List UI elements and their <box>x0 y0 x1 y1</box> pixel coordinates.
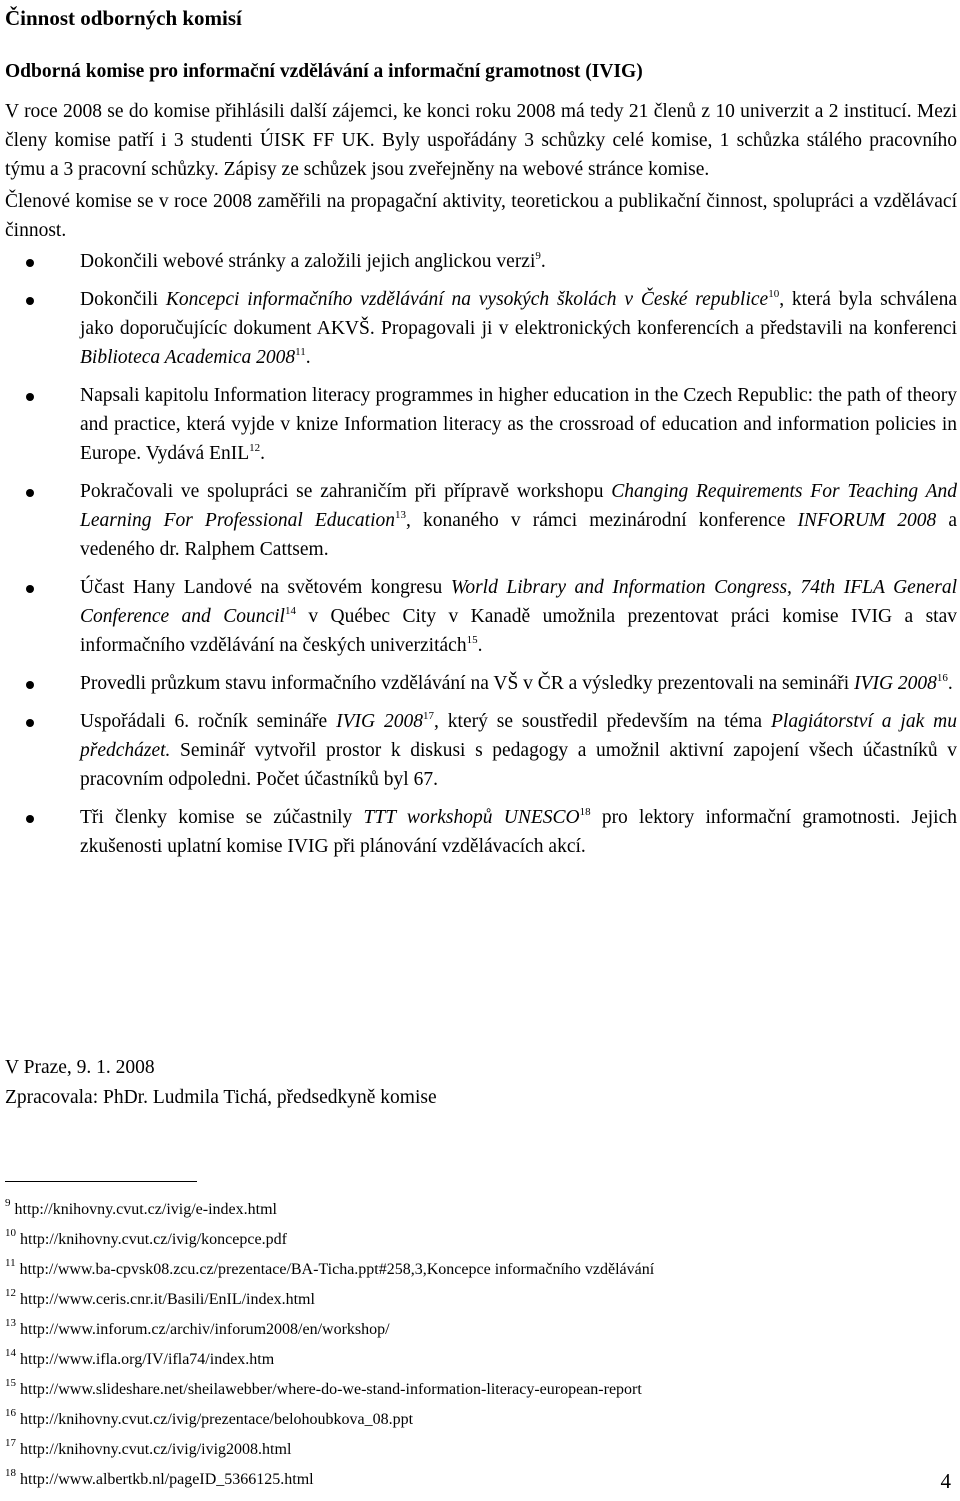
page-title: Činnost odborných komisí <box>5 6 242 30</box>
footnote-number: 17 <box>5 1437 16 1449</box>
list-item: Provedli průzkum stavu informačního vzdělávání na VŠ v ČR a výsledky prezentovali na semináři IVIG 2008$^{16}$. <box>5 669 957 698</box>
list-item: Dokončili webové stránky a založili jejich anglickou verzi$^9$. <box>5 247 957 276</box>
footnote-number: 15 <box>5 1377 16 1389</box>
footnote-number: 16 <box>5 1407 16 1419</box>
list-item: Napsali kapitolu Information literacy programmes in higher education in the Czech Republic: the path of theory and practice, která vyjde v knize Information literacy as the crossroad of education and information policies in Europe. Vydává EnIL$^{12}$. <box>5 381 957 468</box>
footnote-item <box>5 1199 957 1229</box>
footnote-ref[interactable]: 13 <box>395 509 407 521</box>
footnote-ref[interactable]: 11 <box>295 346 306 358</box>
footnote-item <box>5 1469 957 1499</box>
footnote-link[interactable]: http://www.albertkb.nl/pageID_5366125.html <box>20 1471 314 1488</box>
footnote-number: 9 <box>5 1197 11 1209</box>
bullet-icon <box>26 297 34 305</box>
footnote-number: 14 <box>5 1347 16 1359</box>
footnote-number: 18 <box>5 1467 16 1479</box>
footnote-ref[interactable]: 16 <box>936 672 948 684</box>
footnote-item <box>5 1229 957 1259</box>
list-item: Uspořádali 6. ročník semináře IVIG 2008$^{17}$, který se soustředil především na téma Plagiátorství a jak mu předcházet. Seminář vytvořil prostor k diskusi s pedagogy a umožnil aktivní zapojení všech účastníků v pracovním odpoledni. Počet účastníků byl 67. <box>5 707 957 794</box>
footnote-link[interactable]: http://www.slideshare.net/sheilawebber/where-do-we-stand-information-literacy-european-report <box>20 1381 642 1398</box>
footnote-link[interactable]: http://knihovny.cvut.cz/ivig/e-index.html <box>14 1201 277 1218</box>
footnote-number: 12 <box>5 1287 16 1299</box>
footnote-ref[interactable]: 10 <box>768 288 780 300</box>
footnote-number: 10 <box>5 1227 16 1239</box>
footnote-link[interactable]: http://www.ifla.org/IV/ifla74/index.htm <box>20 1351 275 1368</box>
bullet-icon <box>26 815 34 823</box>
footnote-item <box>5 1319 957 1349</box>
bullet-icon <box>26 489 34 497</box>
bullet-icon <box>26 259 34 267</box>
footnote-ref[interactable]: 12 <box>249 442 261 454</box>
footnote-link[interactable]: http://www.inforum.cz/archiv/inforum2008/en/workshop/ <box>20 1321 390 1338</box>
footnote-number: 11 <box>5 1257 16 1269</box>
list-item: Pokračovali ve spolupráci se zahraničím při přípravě workshopu Changing Requirements For Teaching And Learning For Professional Education$^{13}$, konaného v rámci mezinárodní konference INFORUM 2008 a vedeného dr. Ralphem Cattsem. <box>5 477 957 564</box>
footnote-number: 13 <box>5 1317 16 1329</box>
footnote-ref[interactable]: 14 <box>284 605 296 617</box>
footnote-item <box>5 1289 957 1319</box>
footnote-link[interactable]: http://www.ba-cpvsk08.zcu.cz/prezentace/BA-Ticha.ppt#258,3,Koncepce informačního vzdělávání <box>19 1261 655 1278</box>
footnote-ref[interactable]: 9 <box>535 250 541 262</box>
bullet-icon <box>26 393 34 401</box>
footnote-link[interactable]: http://knihovny.cvut.cz/ivig/koncepce.pdf <box>20 1231 287 1248</box>
list-item: Dokončili Koncepci informačního vzdělávání na vysokých školách v České republice$^{10}$, která byla schválena jako doporučujícíc dokument AKVŠ. Propagovali ji v elektronických konferencích a představili na konferenci Biblioteca Academica 2008$^{11}$. <box>5 285 957 372</box>
footnote-item <box>5 1379 957 1409</box>
footnote-item <box>5 1409 957 1439</box>
footnote-ref[interactable]: 18 <box>579 806 591 818</box>
body-text <box>5 97 957 870</box>
paragraph-focus: Členové komise se v roce 2008 zaměřili na propagační aktivity, teoretickou a publikační činnost, spolupráci a vzdělávací činnost. <box>5 191 957 241</box>
footnote-link[interactable]: http://knihovny.cvut.cz/ivig/prezentace/belohoubkova_08.ppt <box>20 1411 414 1428</box>
paragraph-intro: V roce 2008 se do komise přihlásili další zájemci, ke konci roku 2008 má tedy 21 členů z 10 univerzit a 2 institucí. Mezi členy komise patří i 3 studenti ÚISK FF UK. Byly uspořádány 3 schůzky celé komise, 1 schůzka stálého pracovního týmu a 3 pracovní schůzky. Zápisy ze schůzek jsou zveřejněny na webové stránce komise. <box>5 101 957 180</box>
footnotes <box>5 1199 957 1499</box>
footnote-ref[interactable]: 17 <box>422 710 434 722</box>
footnote-item <box>5 1439 957 1469</box>
footnote-link[interactable]: http://knihovny.cvut.cz/ivig/ivig2008.html <box>20 1441 292 1458</box>
bullet-icon <box>26 681 34 689</box>
page-number: 4 <box>940 1469 951 1493</box>
bullet-icon <box>26 585 34 593</box>
bullet-icon <box>26 719 34 727</box>
footnote-link[interactable]: http://www.ceris.cnr.it/Basili/EnIL/index.html <box>20 1291 315 1308</box>
footnote-ref[interactable]: 15 <box>466 634 478 646</box>
place-date: V Praze, 9. 1. 2008 <box>5 1057 155 1078</box>
author-line: Zpracovala: PhDr. Ludmila Tichá, předsedkyně komise <box>5 1087 437 1108</box>
activity-list <box>5 247 957 861</box>
footnote-item <box>5 1349 957 1379</box>
list-item: Účast Hany Landové na světovém kongresu World Library and Information Congress, 74th IFLA General Conference and Council$^{14}$ v Québec City v Kanadě umožnila prezentovat práci komise IVIG a stav informačního vzdělávání na českých univerzitách$^{15}$. <box>5 573 957 660</box>
list-item: Tři členky komise se zúčastnily TTT workshopů UNESCO$^{18}$ pro lektory informační gramotnosti. Jejich zkušenosti uplatní komise IVIG při plánování vzdělávacích akcí. <box>5 803 957 861</box>
footnote-item <box>5 1259 957 1289</box>
footnote-separator <box>5 1181 197 1182</box>
closing-block <box>5 1053 437 1113</box>
section-heading: Odborná komise pro informační vzdělávání a informační gramotnost (IVIG) <box>5 61 643 82</box>
